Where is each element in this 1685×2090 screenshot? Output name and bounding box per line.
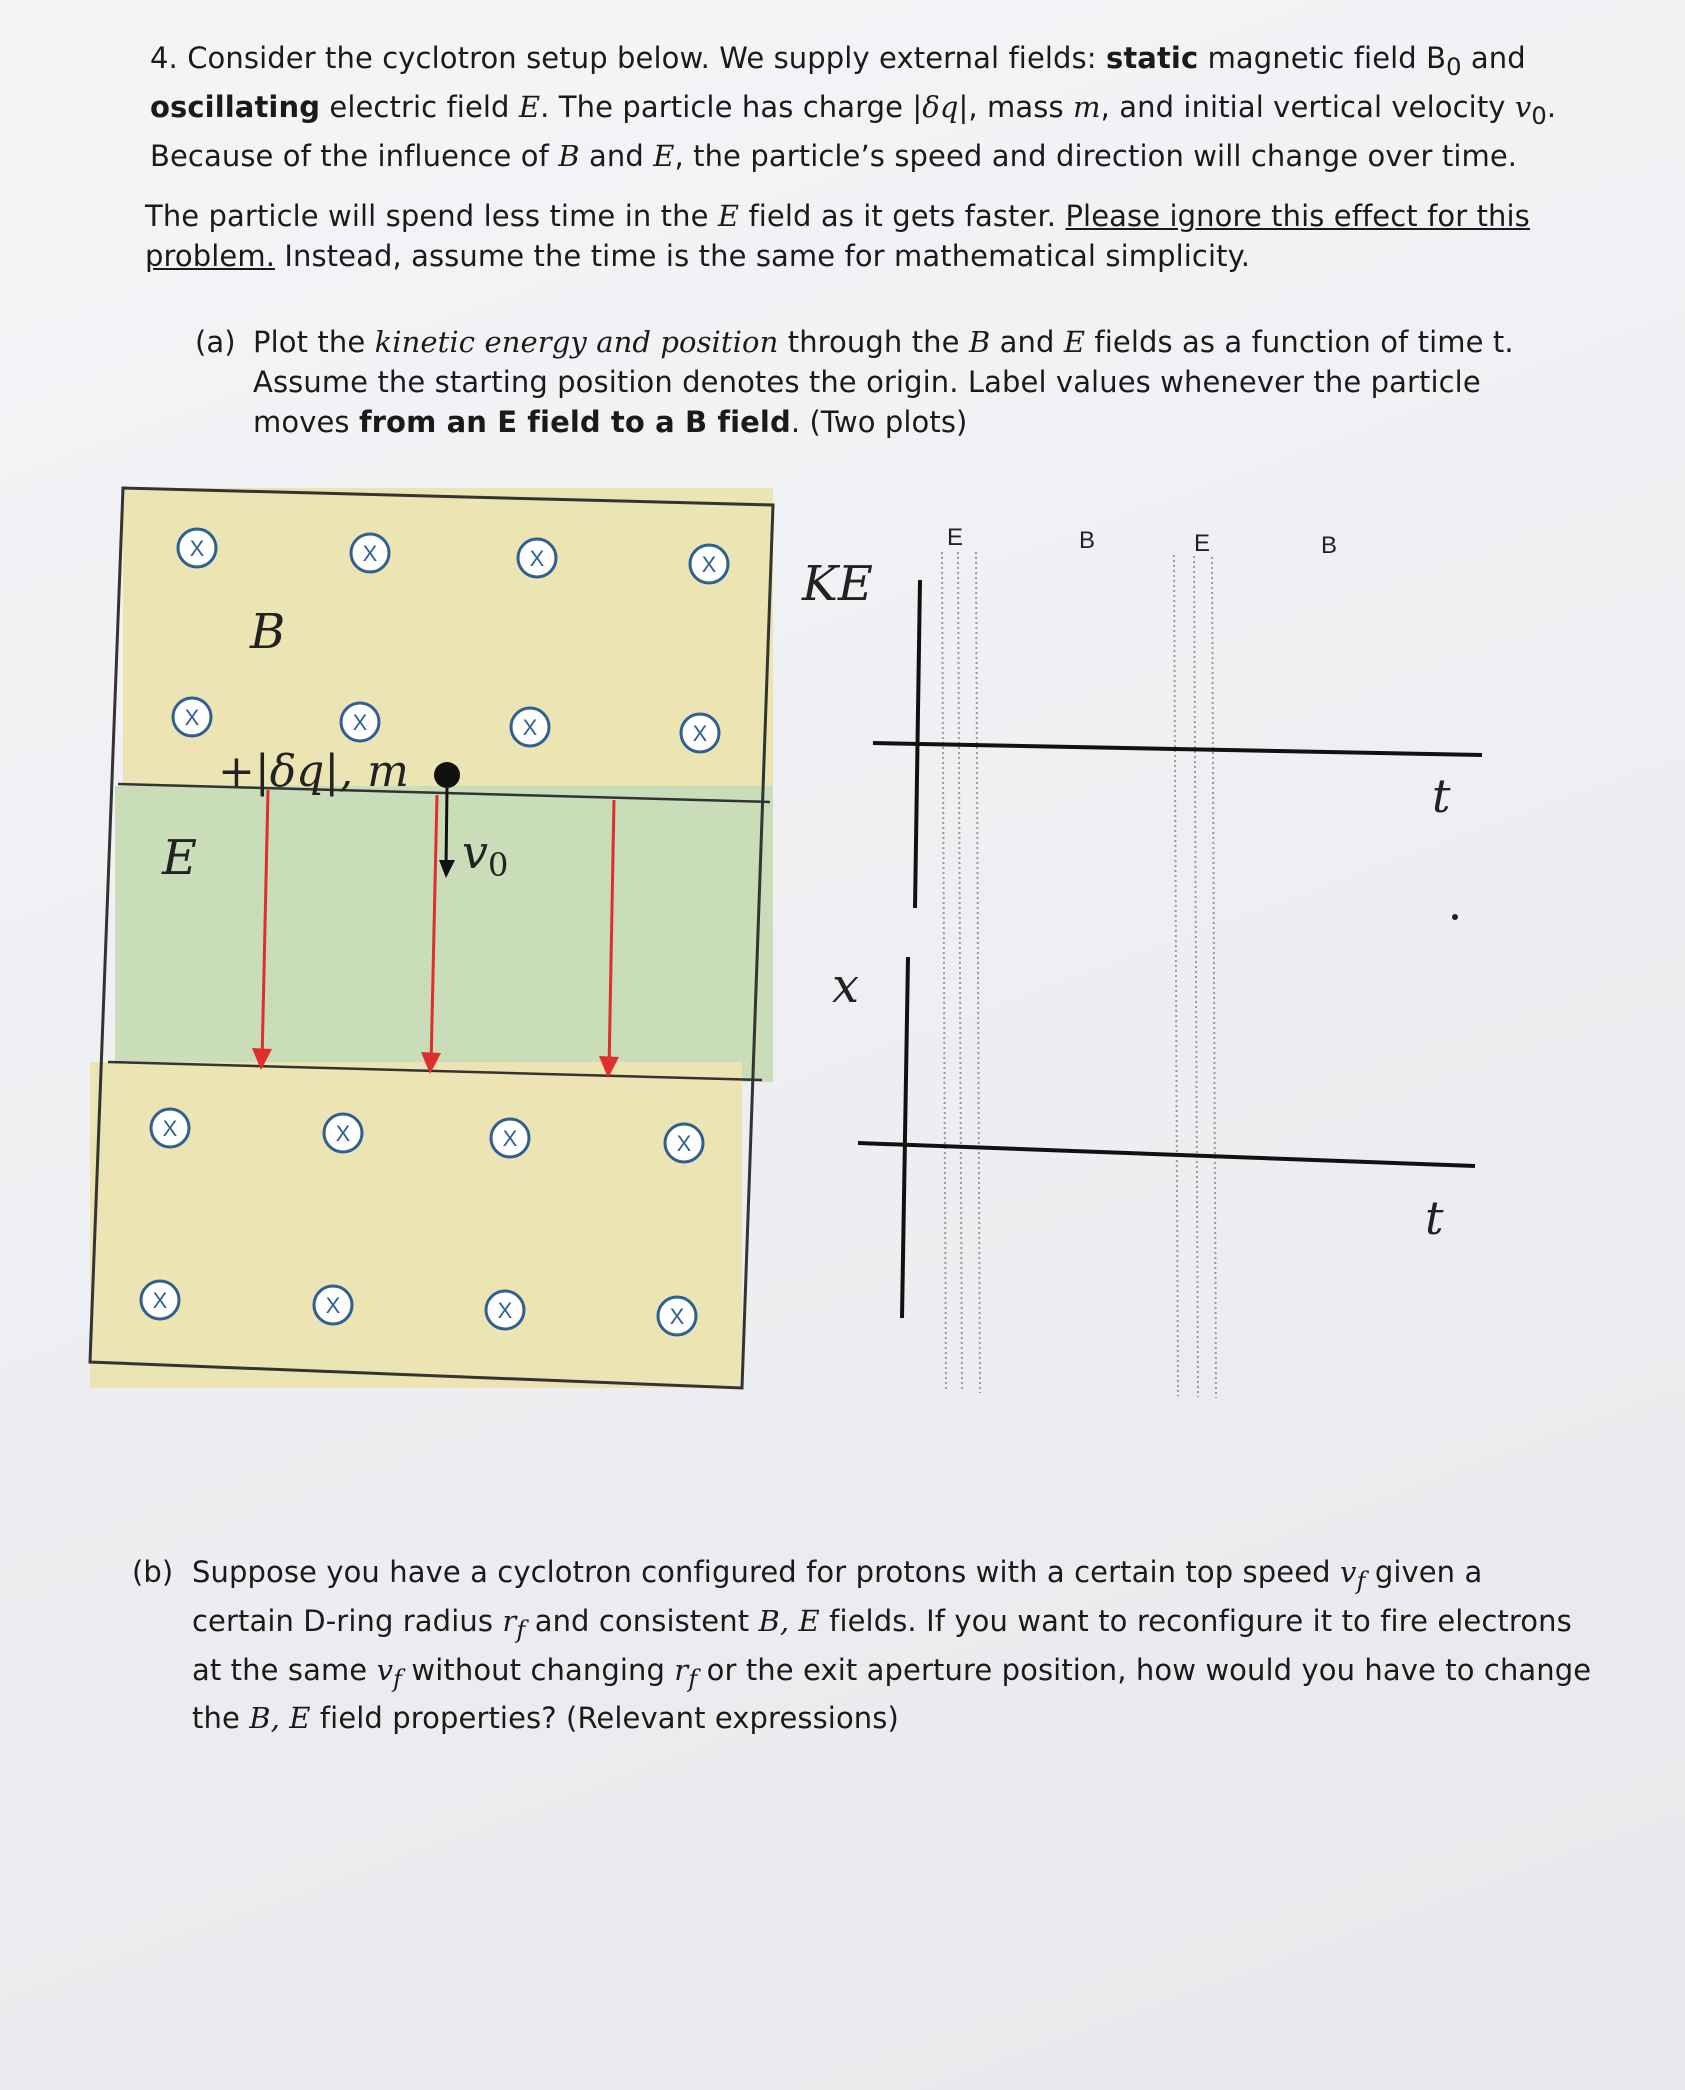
e-region (115, 786, 773, 1082)
region-label: B (1078, 527, 1096, 554)
field-into-page-icon (324, 1114, 362, 1152)
field-into-page-icon (341, 703, 379, 741)
field-into-page-icon (665, 1124, 703, 1162)
region-boundary (1194, 556, 1198, 1397)
field-into-page-icon (141, 1281, 179, 1319)
part-a-label: (a) (195, 325, 236, 359)
field-into-page-icon (178, 529, 216, 567)
field-into-page-icon (151, 1109, 189, 1147)
field-into-page-icon (690, 545, 728, 583)
b-region-bottom (90, 1062, 742, 1388)
svg-text:X: X (692, 721, 708, 746)
region-boundary (1174, 555, 1178, 1396)
region-boundary (942, 552, 946, 1390)
svg-text:X: X (352, 710, 368, 735)
region-boundary (976, 552, 980, 1393)
field-into-page-icon (486, 1291, 524, 1329)
svg-text:X: X (184, 705, 200, 730)
svg-text:X: X (497, 1298, 513, 1323)
svg-text:X: X (522, 715, 538, 740)
x-t-axis (858, 1143, 1475, 1166)
svg-text:X: X (162, 1116, 178, 1141)
field-into-page-icon (351, 534, 389, 572)
particle-label: +|δq|, m (218, 746, 409, 797)
field-into-page-icon (511, 708, 549, 746)
ke-t-axis (873, 743, 1482, 755)
region-label: B (1320, 532, 1338, 559)
ke-t-label: t (1432, 769, 1451, 823)
part-a-text: Plot the kinetic energy and position through the B and E fields as a function of time t. Assume the starting position denotes the origin. Label values whenever the particle moves from an E field to a B field. (Two plots) (253, 325, 1514, 439)
part-b-label: (b) (132, 1555, 174, 1589)
problem-number: 4. (150, 41, 178, 75)
svg-text:X: X (676, 1131, 692, 1156)
velocity-label: v0 (462, 825, 509, 884)
svg-text:X: X (502, 1126, 518, 1151)
x-axis-label: x (832, 958, 860, 1014)
stray-mark (1452, 914, 1458, 920)
field-into-page-icon (658, 1297, 696, 1335)
part-b (132, 1552, 1592, 1738)
field-into-page-icon (681, 714, 719, 752)
field-into-page-icon (518, 539, 556, 577)
field-into-page-icon (314, 1286, 352, 1324)
svg-text:X: X (362, 541, 378, 566)
field-into-page-icon (173, 698, 211, 736)
region-boundary (1212, 557, 1216, 1398)
svg-text:X: X (669, 1304, 685, 1329)
svg-text:X: X (701, 552, 717, 577)
svg-text:X: X (152, 1288, 168, 1313)
particle-dot (434, 762, 460, 788)
underlined-instruction: Please ignore this effect for this problem. (145, 199, 1530, 273)
part-b-text: Suppose you have a cyclotron configured for protons with a certain top speed $v_f$ given a certain D-ring radius $r_f$ and consistent B, E fields. If you want to reconfigure it to fire electrons at the same $v_f$ without changing $r_f$ or the exit aperture position, how would you have to change the B, E field properties? (Relevant expressions) (192, 1555, 1592, 1736)
region-boundary (958, 552, 962, 1392)
svg-text:X: X (325, 1293, 341, 1318)
velocity-arrow (446, 788, 447, 868)
svg-text:X: X (529, 546, 545, 571)
label-e-field: E (162, 830, 198, 886)
time-plots (801, 524, 1482, 1398)
x-t-label: t (1425, 1191, 1444, 1245)
svg-text:X: X (335, 1121, 351, 1146)
region-label: E (946, 524, 964, 551)
label-b-field: B (250, 604, 286, 660)
problem-intro: 4. Consider the cyclotron setup below. We supply external fields: static magnetic field $B_0$ and oscillating electric field E. The particle has charge |δq|, mass m, and initial vertical velocity $v_0$. Because of the influence of B and E, the particle’s speed and direction will change over time. (150, 41, 1557, 173)
ke-axis-label: KE (802, 556, 873, 612)
field-into-page-icon (491, 1119, 529, 1157)
x-y-axis (902, 957, 908, 1318)
cyclotron-diagram (90, 488, 773, 1388)
svg-text:X: X (189, 536, 205, 561)
problem-note: The particle will spend less time in the E field as it gets faster. Please ignore this effect for this problem. Instead, assume the time is the same for mathematical simplicity. (145, 199, 1530, 273)
region-label: E (1193, 530, 1211, 557)
